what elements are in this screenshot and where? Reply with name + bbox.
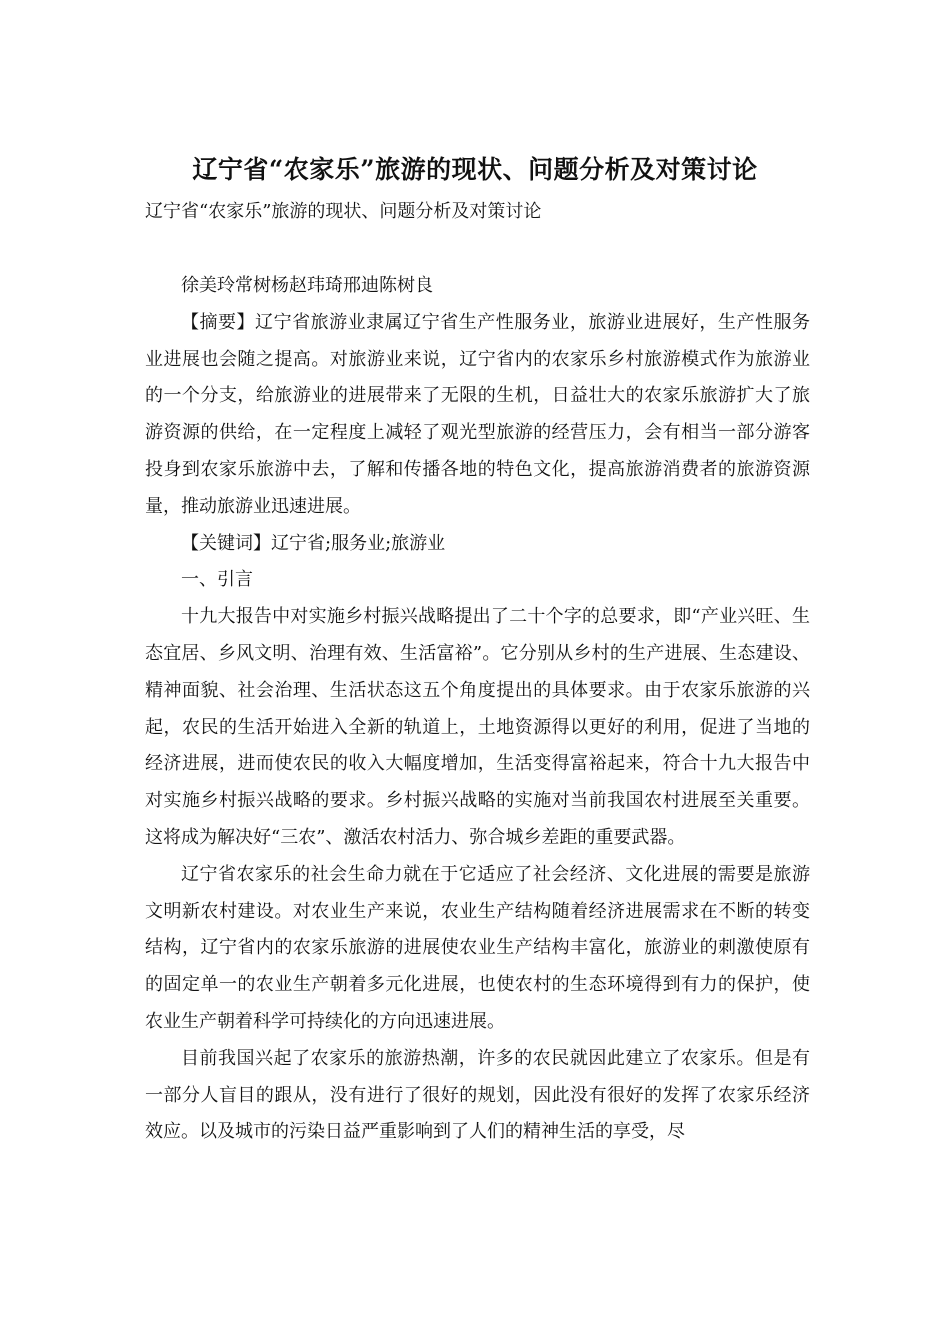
keywords-line: 【关键词】辽宁省;服务业;旅游业 — [181, 532, 446, 554]
body-paragraph: 十九大报告中对实施乡村振兴战略提出了二十个字的总要求，即“产业兴旺、生态宜居、乡风文明、治理有效、生活富裕”。它分别从乡村的生产进展、生态建设、精神面貌、社会治理、生活状态这五个角度提出的具体要求。由于农家乐旅游的兴起，农民的生活开始进入全新的轨道上，土地资源得以更好的利用，促进了当地的经济进展，进而使农民的收入大幅度增加，生活变得富裕起来，符合十九大报告中对实施乡村振兴战略的要求。乡村振兴战略的实施对当前我国农村进展至关重要。这将成为解决好“三农”、激活农村活力、弥合城乡差距的重要武器。 — [145, 606, 810, 848]
abstract-paragraph: 【摘要】辽宁省旅游业隶属辽宁省生产性服务业，旅游业进展好，生产性服务业进展也会随之提高。对旅游业来说，辽宁省内的农家乐乡村旅游模式作为旅游业的一个分支，给旅游业的进展带来了无限的生机，日益壮大的农家乐旅游扩大了旅游资源的供给，在一定程度上减轻了观光型旅游的经营压力，会有相当一部分游客投身到农家乐旅游中去，了解和传播各地的特色文化，提高旅游消费者的旅游资源量，推动旅游业迅速进展。 — [145, 311, 810, 517]
body-paragraph: 目前我国兴起了农家乐的旅游热潮，许多的农民就因此建立了农家乐。但是有一部分人盲目的跟从，没有进行了很好的规划，因此没有很好的发挥了农家乐经济效应。以及城市的污染日益严重影响到了人们的精神生活的享受，尽 — [145, 1047, 810, 1143]
document-body — [145, 268, 810, 1151]
author-line: 徐美玲常树杨赵玮琦邢迪陈树良 — [181, 275, 433, 296]
document-subtitle: 辽宁省“农家乐”旅游的现状、问题分析及对策讨论 — [145, 201, 542, 222]
section-heading: 一、引言 — [181, 569, 253, 591]
document-title: 辽宁省“农家乐”旅游的现状、问题分析及对策讨论 — [192, 155, 758, 184]
body-paragraph: 辽宁省农家乐的社会生命力就在于它适应了社会经济、文化进展的需要是旅游文明新农村建设。对农业生产来说，农业生产结构随着经济进展需求在不断的转变结构，辽宁省内的农家乐旅游的进展使农业生产结构丰富化，旅游业的刺激使原有的固定单一的农业生产朝着多元化进展，也使农村的生态环境得到有力的保护，使农业生产朝着科学可持续化的方向迅速进展。 — [145, 863, 810, 1032]
